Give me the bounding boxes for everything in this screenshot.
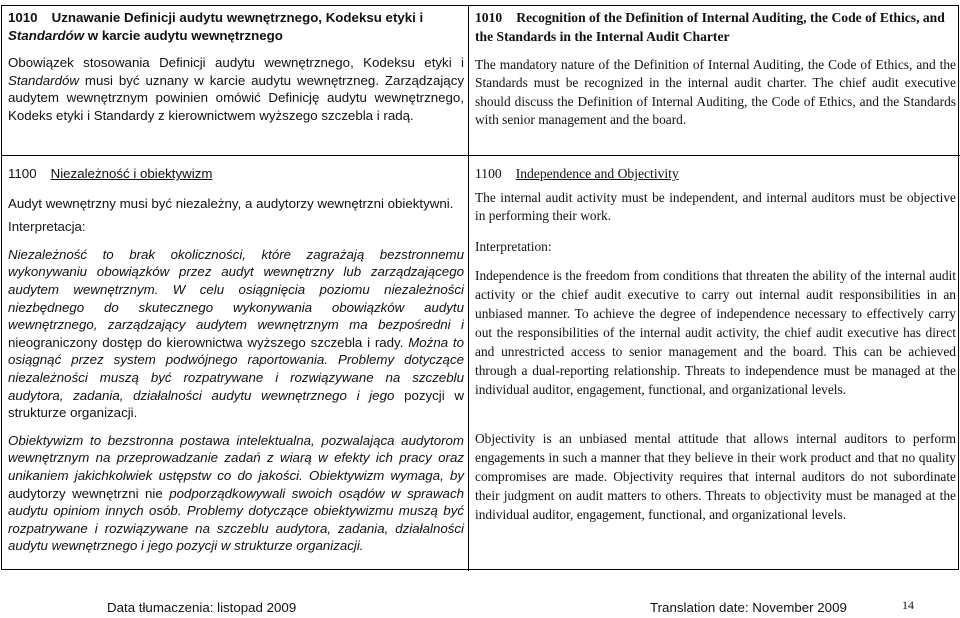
translation-date-pl: Data tłumaczenia: listopad 2009 [107,600,297,615]
translation-date-en: Translation date: November 2009 [650,600,847,615]
interpretation-label: Interpretacja: [8,219,86,235]
section-number: 1100 [475,166,502,181]
section-1010-pl-heading [8,9,464,44]
body-text-italic: Obiektywizm to bezstronna postawa intelektualna, pozwalająca audytorom wewnętrznym na przeprowadzanie zadań z wiarą w efekty ich pracy oraz unikaniem jakichkolwiek ustępstw co do jakości. Obiektywizm wymaga, by [8,432,464,483]
standards-table [1,5,959,570]
section-1010-pl-body [8,54,464,124]
section-1010-en-heading [475,9,956,46]
section-1010-en [469,6,960,156]
section-number: 1010 [475,10,503,25]
body-text-italic: Można to osiągnąć przez system podwójnego raportowania. Problemy dotyczące niezależności muszą być rozpatrywane i rozwiązywane na szczeblu audytora, zadania, działalności audytu wewnętrznego i jego [8,334,464,403]
section-1100-en-intro: The internal audit activity must be independent, and internal auditors must be objective in performing their work. [475,190,956,223]
independence-paragraph-pl [8,246,464,422]
section-1100-pl-intro: Audyt wewnętrzny musi być niezależny, a audytorzy wewnętrzni obiektywni. [8,195,454,211]
section-number: 1010 [8,10,38,25]
heading-text-italic: Standardów [8,27,85,43]
objectivity-paragraph-en: Objectivity is an unbiased mental attitude that allows internal auditors to perform engagements in such a manner that they believe in their work product and that no quality compromises are made. Objectivity requires that internal auditors do not subordinate their judgment on audit matters to others. Threats to objectivity must be managed at the individual auditor, engagement, functional, and organizational levels. [475,431,956,522]
body-text: musi być uznany w karcie audytu wewnętrzneg. Zarządzający audytem wewnętrznym powinien omówić Definicję audytu wewnętrznego, Kodeks etyki i Standardy z kierownictwem wyższego szczebla i radą. [8,72,464,123]
body-text-italic: Standardów [8,72,79,88]
interpretation-label: Interpretation: [475,239,552,254]
heading-text: w karcie audytu wewnętrznego [84,27,283,43]
body-text-italic: podporządkowywali swoich osądów w sprawach audytu opiniom innych osób. Problemy dotyczące obiektywizmu muszą być rozpatrywane i rozwiązywane na szczeblu audytora, zadania, działalności audytu wewnętrznego i jego pozycji w strukturze organizacji. [8,485,464,554]
section-1100-en-heading [475,164,956,183]
section-1100-pl-heading [8,165,464,183]
body-text-italic: Niezależność to brak okoliczności, które zagrażają bezstronnemu wykonywaniu obowiązków przez audyt wewnętrzny lub zarządzającego audytem wewnętrznym. W celu osiągnięcia poziomu niezależności niezbędnego do skutecznego wykonywania obowiązków audytu wewnętrznego, zarządzający audytem wewnętrznym ma bezpośredni i [8,246,464,333]
page-footer [0,598,960,618]
heading-text: Niezależność i obiektywizm [50,166,213,181]
body-text: Obowiązek stosowania Definicji audytu wewnętrznego, Kodeksu etyki i [8,55,464,71]
body-text: audytorzy wewnętrzni nie [8,485,170,501]
heading-text: Uznawanie Definicji audytu wewnętrznego, Kodeksu etyki i [51,10,424,25]
page-number: 14 [902,598,914,612]
independence-paragraph-en: Independence is the freedom from conditions that threaten the ability of the internal audit activity or the chief audit executive to carry out internal audit responsibilities in an unbiased manner. To achieve the degree of independence necessary to effectively carry out the responsibilities of the internal audit activity, the chief audit executive has direct and unrestricted access to senior management and the board. This can be achieved through a dual-reporting relationship. Threats to independence must be managed at the individual auditor, engagement, functional, and organizational levels. [475,268,956,397]
section-1010-pl [2,6,469,156]
section-1010-en-body: The mandatory nature of the Definition of Internal Auditing, the Code of Ethics, and the Standards must be recognized in the internal audit charter. The chief audit executive should discuss the Definition of Internal Auditing, the Code of Ethics, and the Standards with senior management and the board. [475,57,956,127]
body-text: nieograniczony dostęp do kierownictwa wyższego szczebla i rady. [8,334,409,350]
objectivity-paragraph-pl [8,432,464,555]
section-1100-en [469,156,960,571]
heading-text: Independence and Objectivity [515,166,679,181]
section-number: 1100 [8,166,37,181]
section-1100-pl [2,156,469,571]
body-text: pozycji w strukturze organizacji. [8,387,465,421]
heading-text: Recognition of the Definition of Internal Auditing, the Code of Ethics, and the Standards in the Internal Audit Charter [475,10,945,44]
